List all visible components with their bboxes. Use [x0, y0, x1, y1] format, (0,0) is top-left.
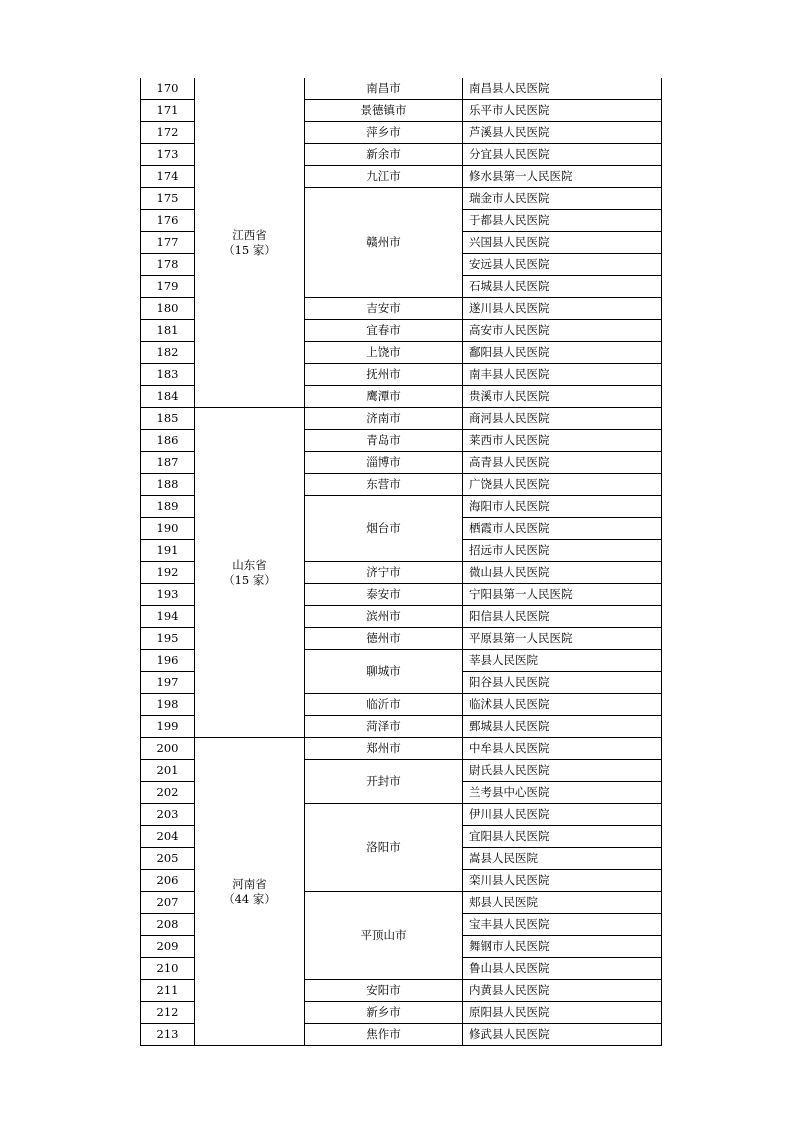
hospital-name-cell: 高安市人民医院 [463, 320, 662, 342]
row-number-cell: 211 [141, 980, 195, 1002]
city-cell: 烟台市 [305, 496, 463, 562]
table-row [141, 738, 662, 760]
city-cell: 鹰潭市 [305, 386, 463, 408]
hospital-name-cell: 广饶县人民医院 [463, 474, 662, 496]
row-number-cell: 184 [141, 386, 195, 408]
hospital-name-cell: 栾川县人民医院 [463, 870, 662, 892]
row-number-cell: 205 [141, 848, 195, 870]
row-number-cell: 191 [141, 540, 195, 562]
row-number-cell: 200 [141, 738, 195, 760]
province-name: 山东省 [232, 557, 267, 572]
city-cell: 宜春市 [305, 320, 463, 342]
hospital-name-cell: 芦溪县人民医院 [463, 122, 662, 144]
row-number-cell: 190 [141, 518, 195, 540]
city-cell: 赣州市 [305, 188, 463, 298]
hospital-name-cell: 招远市人民医院 [463, 540, 662, 562]
table-row [141, 78, 662, 100]
hospital-name-cell: 伊川县人民医院 [463, 804, 662, 826]
row-number-cell: 192 [141, 562, 195, 584]
hospital-name-cell: 南丰县人民医院 [463, 364, 662, 386]
row-number-cell: 182 [141, 342, 195, 364]
hospital-name-cell: 分宜县人民医院 [463, 144, 662, 166]
hospital-name-cell: 于都县人民医院 [463, 210, 662, 232]
row-number-cell: 186 [141, 430, 195, 452]
row-number-cell: 194 [141, 606, 195, 628]
city-cell: 新乡市 [305, 1002, 463, 1024]
hospital-name-cell: 莘县人民医院 [463, 650, 662, 672]
city-cell: 抚州市 [305, 364, 463, 386]
row-number-cell: 183 [141, 364, 195, 386]
row-number-cell: 195 [141, 628, 195, 650]
city-cell: 聊城市 [305, 650, 463, 694]
city-cell: 上饶市 [305, 342, 463, 364]
hospital-name-cell: 宝丰县人民医院 [463, 914, 662, 936]
hospital-name-cell: 阳信县人民医院 [463, 606, 662, 628]
city-cell: 东营市 [305, 474, 463, 496]
hospital-name-cell: 兴国县人民医院 [463, 232, 662, 254]
row-number-cell: 178 [141, 254, 195, 276]
hospital-name-cell: 郏县人民医院 [463, 892, 662, 914]
row-number-cell: 208 [141, 914, 195, 936]
city-cell: 平顶山市 [305, 892, 463, 980]
hospital-name-cell: 贵溪市人民医院 [463, 386, 662, 408]
province-name: 河南省 [232, 876, 267, 891]
row-number-cell: 212 [141, 1002, 195, 1024]
hospital-name-cell: 嵩县人民医院 [463, 848, 662, 870]
row-number-cell: 204 [141, 826, 195, 848]
city-cell: 吉安市 [305, 298, 463, 320]
province-cell [195, 738, 305, 1046]
hospital-name-cell: 遂川县人民医院 [463, 298, 662, 320]
table-row [141, 408, 662, 430]
city-cell: 景德镇市 [305, 100, 463, 122]
row-number-cell: 171 [141, 100, 195, 122]
hospital-name-cell: 微山县人民医院 [463, 562, 662, 584]
hospital-name-cell: 宁阳县第一人民医院 [463, 584, 662, 606]
row-number-cell: 203 [141, 804, 195, 826]
city-cell: 德州市 [305, 628, 463, 650]
hospital-name-cell: 瑞金市人民医院 [463, 188, 662, 210]
hospital-name-cell: 鄱阳县人民医院 [463, 342, 662, 364]
hospital-name-cell: 安远县人民医院 [463, 254, 662, 276]
province-hospital-count: （15 家） [223, 242, 276, 257]
row-number-cell: 189 [141, 496, 195, 518]
city-cell: 济宁市 [305, 562, 463, 584]
city-cell: 滨州市 [305, 606, 463, 628]
hospital-name-cell: 舞钢市人民医院 [463, 936, 662, 958]
row-number-cell: 172 [141, 122, 195, 144]
city-cell: 青岛市 [305, 430, 463, 452]
row-number-cell: 179 [141, 276, 195, 298]
hospital-name-cell: 临沭县人民医院 [463, 694, 662, 716]
row-number-cell: 185 [141, 408, 195, 430]
hospital-name-cell: 中牟县人民医院 [463, 738, 662, 760]
row-number-cell: 181 [141, 320, 195, 342]
province-hospital-count: （15 家） [223, 572, 276, 587]
row-number-cell: 201 [141, 760, 195, 782]
hospital-name-cell: 鄄城县人民医院 [463, 716, 662, 738]
row-number-cell: 175 [141, 188, 195, 210]
city-cell: 临沂市 [305, 694, 463, 716]
city-cell: 郑州市 [305, 738, 463, 760]
province-cell [195, 408, 305, 738]
row-number-cell: 210 [141, 958, 195, 980]
hospital-name-cell: 修武县人民医院 [463, 1024, 662, 1046]
row-number-cell: 207 [141, 892, 195, 914]
hospital-name-cell: 石城县人民医院 [463, 276, 662, 298]
hospital-name-cell: 修水县第一人民医院 [463, 166, 662, 188]
row-number-cell: 176 [141, 210, 195, 232]
hospital-name-cell: 南昌县人民医院 [463, 78, 662, 100]
row-number-cell: 180 [141, 298, 195, 320]
city-cell: 新余市 [305, 144, 463, 166]
row-number-cell: 188 [141, 474, 195, 496]
city-cell: 安阳市 [305, 980, 463, 1002]
row-number-cell: 197 [141, 672, 195, 694]
row-number-cell: 170 [141, 78, 195, 100]
hospital-list-table [140, 78, 662, 1046]
hospital-name-cell: 乐平市人民医院 [463, 100, 662, 122]
province-name: 江西省 [232, 227, 267, 242]
city-cell: 淄博市 [305, 452, 463, 474]
city-cell: 九江市 [305, 166, 463, 188]
row-number-cell: 174 [141, 166, 195, 188]
hospital-name-cell: 商河县人民医院 [463, 408, 662, 430]
city-cell: 菏泽市 [305, 716, 463, 738]
hospital-name-cell: 阳谷县人民医院 [463, 672, 662, 694]
row-number-cell: 196 [141, 650, 195, 672]
row-number-cell: 187 [141, 452, 195, 474]
hospital-name-cell: 海阳市人民医院 [463, 496, 662, 518]
row-number-cell: 213 [141, 1024, 195, 1046]
city-cell: 泰安市 [305, 584, 463, 606]
city-cell: 南昌市 [305, 78, 463, 100]
hospital-name-cell: 宜阳县人民医院 [463, 826, 662, 848]
city-cell: 焦作市 [305, 1024, 463, 1046]
row-number-cell: 198 [141, 694, 195, 716]
row-number-cell: 209 [141, 936, 195, 958]
row-number-cell: 199 [141, 716, 195, 738]
city-cell: 开封市 [305, 760, 463, 804]
hospital-name-cell: 栖霞市人民医院 [463, 518, 662, 540]
hospital-name-cell: 内黄县人民医院 [463, 980, 662, 1002]
hospital-name-cell: 原阳县人民医院 [463, 1002, 662, 1024]
hospital-name-cell: 平原县第一人民医院 [463, 628, 662, 650]
row-number-cell: 202 [141, 782, 195, 804]
province-cell [195, 78, 305, 408]
city-cell: 洛阳市 [305, 804, 463, 892]
hospital-name-cell: 尉氏县人民医院 [463, 760, 662, 782]
hospital-name-cell: 兰考县中心医院 [463, 782, 662, 804]
row-number-cell: 177 [141, 232, 195, 254]
province-hospital-count: （44 家） [223, 891, 276, 906]
hospital-name-cell: 高青县人民医院 [463, 452, 662, 474]
row-number-cell: 193 [141, 584, 195, 606]
row-number-cell: 206 [141, 870, 195, 892]
city-cell: 萍乡市 [305, 122, 463, 144]
row-number-cell: 173 [141, 144, 195, 166]
city-cell: 济南市 [305, 408, 463, 430]
table-body [141, 78, 662, 1046]
hospital-name-cell: 莱西市人民医院 [463, 430, 662, 452]
hospital-name-cell: 鲁山县人民医院 [463, 958, 662, 980]
